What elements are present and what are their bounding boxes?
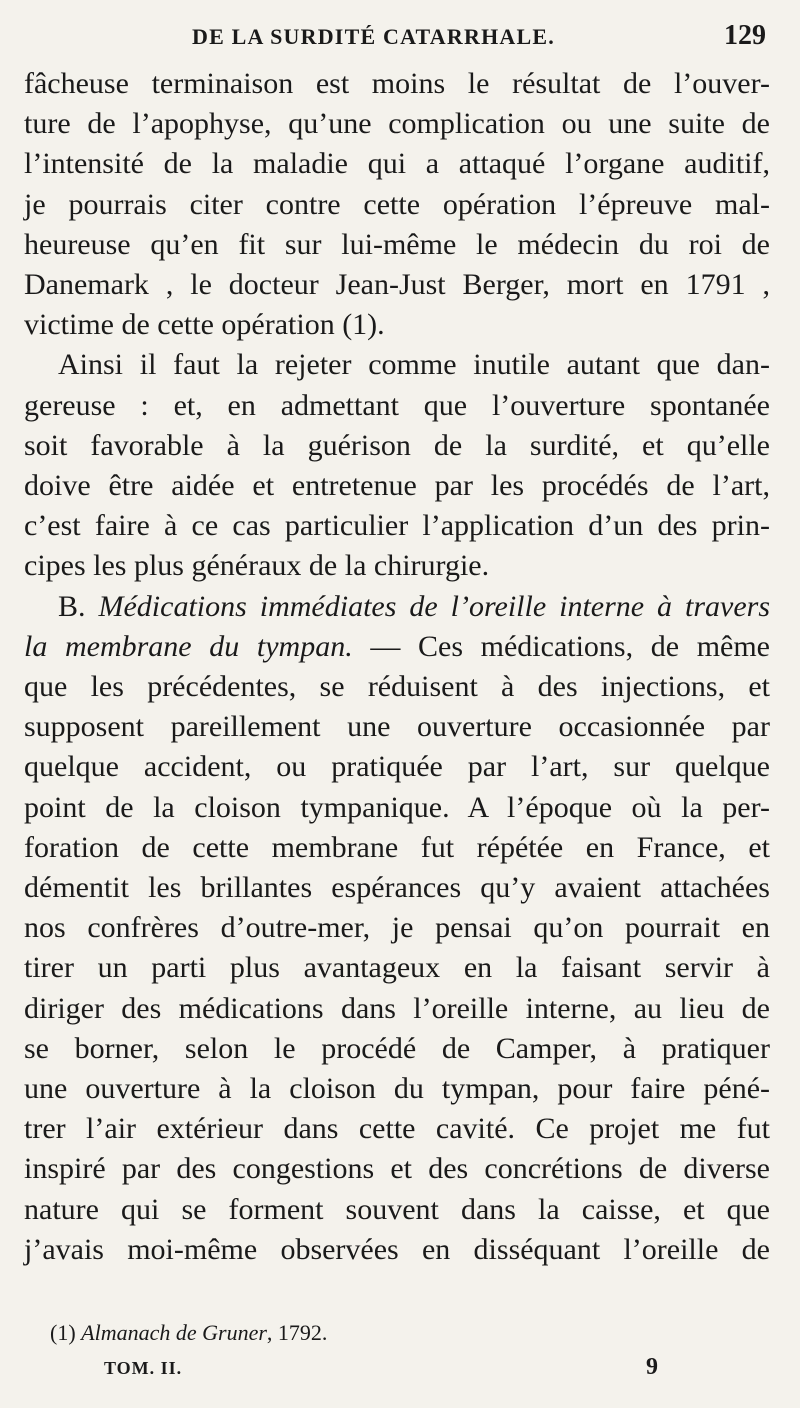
text-line: Danemark , le docteur Jean-Just Berger, mort en 1791 , — [24, 268, 770, 302]
text-line: supposent pareillement une ouverture occasionnée par — [24, 710, 770, 744]
running-title: DE LA SURDITÉ CATARRHALE. — [192, 24, 555, 49]
text-line: cipes les plus généraux de la chirurgie. — [24, 549, 490, 583]
section-letter: B. — [58, 589, 86, 623]
text-line: doive être aidée et entretenue par les procédés de l’art, — [24, 469, 770, 503]
text-line: gereuse : et, en admettant que l’ouverture spontanée — [24, 388, 770, 422]
text-line: l’intensité de la maladie qui a attaqué l’organe auditif, — [24, 147, 770, 181]
text-line: se borner, selon le procédé de Camper, à pratiquer — [24, 1031, 770, 1065]
signature-number: 9 — [646, 1354, 658, 1380]
text-line: heureuse qu’en fit sur lui-même le médecin du roi de — [24, 227, 770, 261]
page-number: 129 — [724, 20, 766, 51]
text-line: que les précédentes, se réduisent à des injections, et — [24, 670, 770, 704]
text-line: nos confrères d’outre-mer, je pensai qu’on pourrait en — [24, 911, 770, 945]
section-heading — [24, 587, 770, 627]
text-line: démentit les brillantes espérances qu’y avaient attachées — [24, 871, 770, 905]
text-line: foration de cette membrane fut répétée en France, et — [24, 830, 770, 864]
footnote — [50, 1320, 327, 1346]
text-line: point de la cloison tympanique. A l’époque où la per- — [24, 790, 770, 824]
text-line: trer l’air extérieur dans cette cavité. Ce projet me fut — [24, 1112, 770, 1146]
text-line: une ouverture à la cloison du tympan, pour faire péné- — [24, 1072, 770, 1106]
footnote-marker: (1) — [50, 1320, 76, 1345]
text-line: inspiré par des congestions et des concrétions de diverse — [24, 1152, 770, 1186]
text-line: nature qui se forment souvent dans la caisse, et que — [24, 1192, 770, 1226]
text-line: j’avais moi-même observées en disséquant l’oreille de — [24, 1232, 770, 1266]
body-text — [24, 64, 770, 1270]
text-line: fâcheuse terminaison est moins le résultat de l’ouver- — [24, 67, 770, 100]
section-heading-continued — [24, 627, 770, 667]
text-line: quelque accident, ou pratiquée par l’art, sur quelque — [24, 750, 770, 784]
text-line: soit favorable à la guérison de la surdité, et qu’elle — [24, 428, 770, 462]
footnote-rest: , 1792. — [266, 1320, 328, 1345]
text-line: c’est faire à ce cas particulier l’application d’un des prin- — [24, 509, 770, 543]
running-head — [0, 18, 800, 58]
text-line: diriger des médications dans l’oreille interne, au lieu de — [24, 991, 770, 1025]
text-line: Ainsi il faut la rejeter comme inutile autant que dan- — [58, 348, 770, 382]
footnote-title: Almanach de Gruner — [81, 1320, 267, 1345]
section-title-part1: Médications immédiates de l’oreille interne à travers — [98, 589, 771, 623]
text-line: tirer un parti plus avantageux en la faisant servir à — [24, 951, 770, 985]
text-line: je pourrais citer contre cette opération l’épreuve mal- — [24, 187, 770, 221]
section-text-start: — Ces médications, de même — [352, 629, 770, 663]
section-title-part2: la membrane du tympan. — [24, 629, 353, 663]
text-line: victime de cette opération (1). — [24, 308, 385, 342]
text-line: ture de l’apophyse, qu’une complication ou une suite de — [24, 107, 770, 141]
signature-mark: TOM. II. — [104, 1358, 183, 1378]
